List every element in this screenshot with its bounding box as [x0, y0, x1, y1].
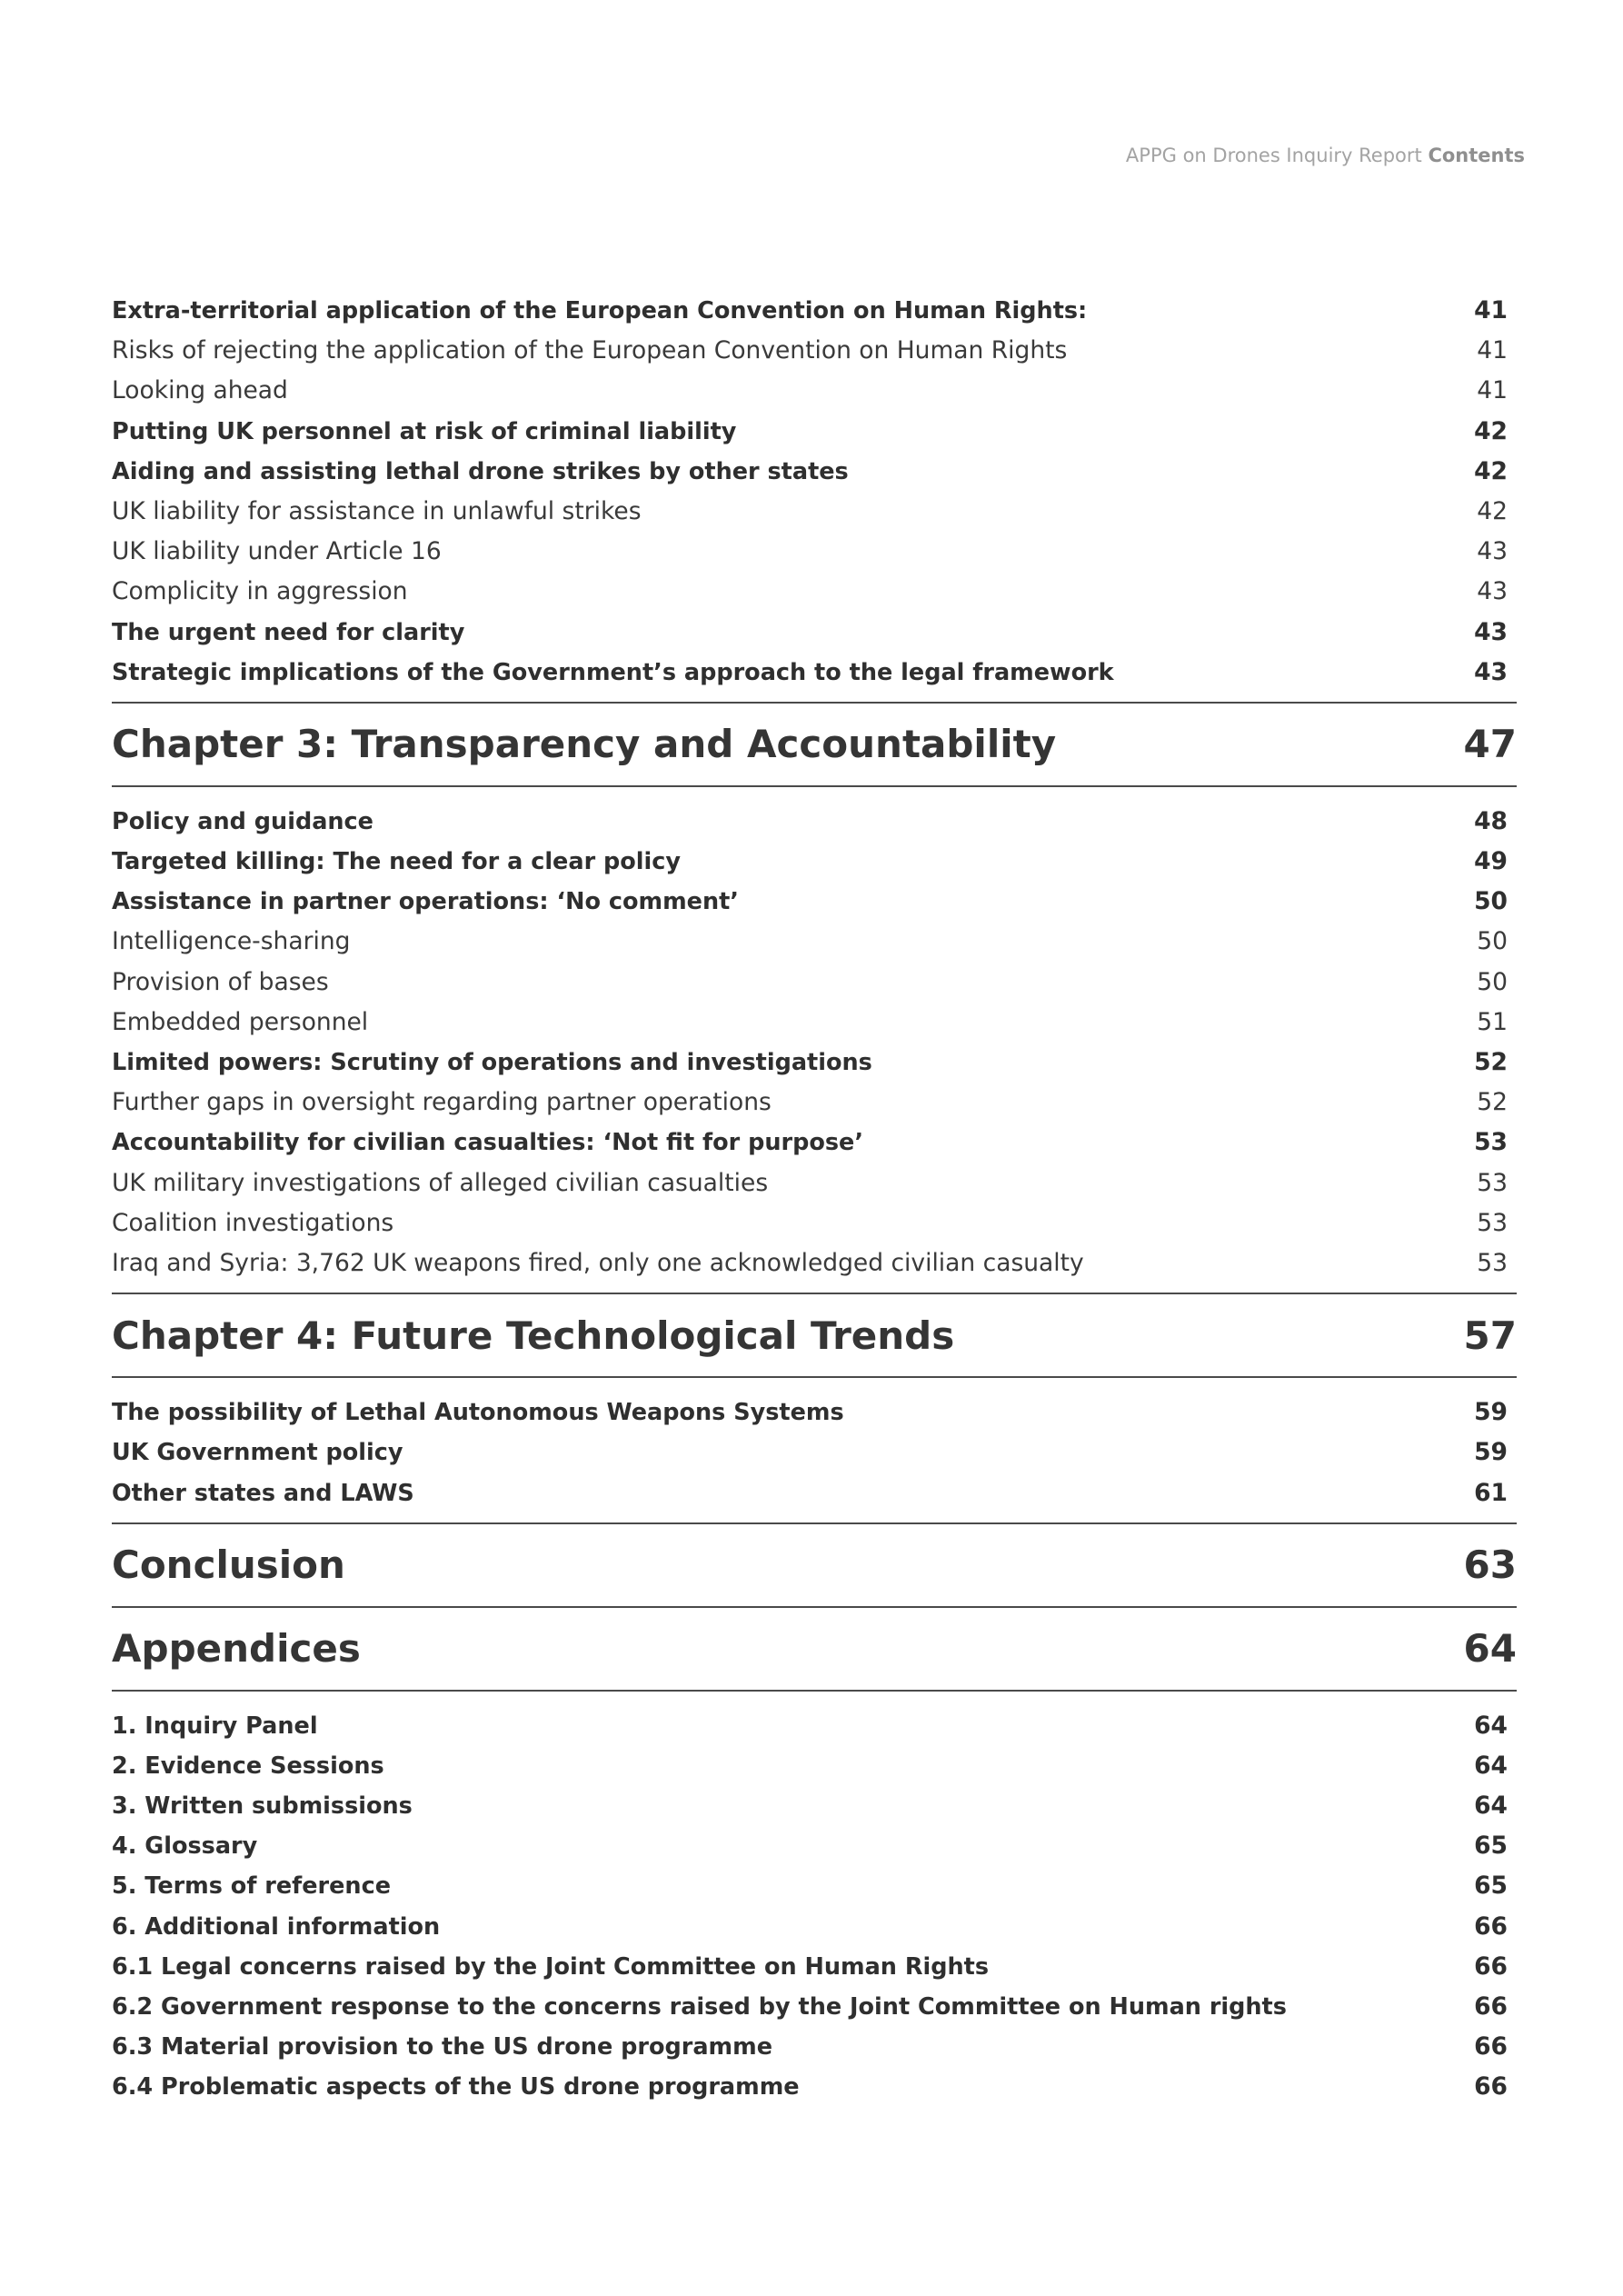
toc-entry-page: 52 — [1474, 1048, 1508, 1076]
toc-entry-title: UK military investigations of alleged civilian casualties — [112, 1168, 769, 1197]
toc-entry-page: 64 — [1474, 1751, 1508, 1780]
toc-chapter-3[interactable] — [112, 702, 1517, 787]
toc-entry-title: 2. Evidence Sessions — [112, 1752, 384, 1780]
toc-entry[interactable] — [112, 842, 1517, 882]
toc-entry-title: Strategic implications of the Government’s approach to the legal framework — [112, 658, 1114, 686]
chapter-title: Chapter 3: Transparency and Accountability — [112, 722, 1057, 767]
toc-entry[interactable] — [112, 882, 1517, 922]
toc-entry-title: Aiding and assisting lethal drone strikes by other states — [112, 457, 849, 485]
table-of-contents — [112, 291, 1517, 2108]
toc-entry-page: 43 — [1474, 657, 1508, 686]
toc-entry[interactable] — [112, 802, 1517, 842]
toc-entry-title: Targeted killing: The need for a clear policy — [112, 848, 682, 876]
toc-entry-page: 65 — [1474, 1832, 1508, 1861]
toc-entry-page: 59 — [1474, 1438, 1508, 1467]
toc-entry-title: Limited powers: Scrutiny of operations and investigations — [112, 1049, 872, 1076]
toc-entry[interactable] — [112, 2027, 1517, 2067]
toc-entry-page: 66 — [1474, 2032, 1508, 2061]
toc-entry-title: 5. Terms of reference — [112, 1872, 391, 1901]
toc-entry-title: Policy and guidance — [112, 807, 373, 835]
toc-entry-title: 4. Glossary — [112, 1832, 258, 1861]
toc-block-appendices — [112, 1706, 1517, 2108]
toc-entry-page: 53 — [1477, 1248, 1508, 1277]
toc-entry[interactable] — [112, 1433, 1517, 1472]
toc-entry-page: 43 — [1477, 577, 1508, 606]
toc-entry-title: 3. Written submissions — [112, 1792, 413, 1821]
toc-entry-page: 42 — [1474, 416, 1508, 445]
toc-entry[interactable] — [112, 1393, 1517, 1433]
toc-entry[interactable] — [112, 572, 1517, 612]
toc-entry[interactable] — [112, 1083, 1517, 1123]
toc-entry-page: 43 — [1477, 537, 1508, 566]
toc-entry[interactable] — [112, 1866, 1517, 1906]
chapter-page: 57 — [1463, 1313, 1517, 1358]
toc-entry-title: Intelligence-sharing — [112, 927, 351, 956]
toc-block-chapter-4 — [112, 1393, 1517, 1513]
toc-entry-title: 6. Additional information — [112, 1912, 441, 1941]
toc-entry[interactable] — [112, 1123, 1517, 1163]
toc-entry-title: Extra-territorial application of the European Convention on Human Rights: — [112, 297, 1088, 324]
toc-entry-page: 59 — [1474, 1398, 1508, 1427]
toc-entry-title: 6.1 Legal concerns raised by the Joint Committee on Human Rights — [112, 1952, 989, 1981]
toc-appendices[interactable] — [112, 1608, 1517, 1692]
toc-block-chapter-2-continued — [112, 291, 1517, 693]
toc-entry-page: 41 — [1477, 336, 1508, 365]
toc-entry-page: 66 — [1474, 1992, 1508, 2021]
toc-entry[interactable] — [112, 2067, 1517, 2107]
toc-entry[interactable] — [112, 1003, 1517, 1043]
toc-entry-page: 66 — [1474, 2072, 1508, 2101]
toc-entry-page: 64 — [1474, 1792, 1508, 1821]
chapter-title: Appendices — [112, 1626, 361, 1672]
toc-entry-title: The possibility of Lethal Autonomous Weapons Systems — [112, 1399, 844, 1427]
toc-entry[interactable] — [112, 452, 1517, 492]
toc-entry-title: Accountability for civilian casualties: ‘Not fit for purpose’ — [112, 1129, 864, 1157]
toc-entry-page: 53 — [1474, 1128, 1508, 1157]
toc-entry-page: 41 — [1477, 376, 1508, 405]
toc-chapter-4[interactable] — [112, 1293, 1517, 1378]
toc-entry-page: 48 — [1474, 806, 1508, 835]
toc-entry-title: The urgent need for clarity — [112, 618, 465, 646]
chapter-page: 47 — [1463, 722, 1517, 767]
toc-entry[interactable] — [112, 1746, 1517, 1786]
toc-entry[interactable] — [112, 613, 1517, 653]
toc-entry-title: UK Government policy — [112, 1439, 403, 1467]
toc-entry-title: Assistance in partner operations: ‘No comment’ — [112, 888, 739, 916]
toc-entry[interactable] — [112, 1706, 1517, 1746]
toc-entry[interactable] — [112, 331, 1517, 371]
toc-entry[interactable] — [112, 1163, 1517, 1203]
toc-entry-page: 42 — [1477, 496, 1508, 525]
toc-entry-page: 43 — [1474, 617, 1508, 646]
toc-entry-title: 6.4 Problematic aspects of the US drone programme — [112, 2073, 800, 2101]
toc-entry-page: 42 — [1474, 456, 1508, 485]
running-header — [1126, 145, 1525, 166]
toc-entry-title: 6.3 Material provision to the US drone programme — [112, 2033, 772, 2061]
toc-entry-page: 61 — [1474, 1478, 1508, 1507]
header-prefix: APPG on Drones Inquiry Report — [1125, 145, 1429, 166]
toc-block-chapter-3 — [112, 802, 1517, 1283]
toc-entry[interactable] — [112, 1043, 1517, 1083]
toc-entry-page: 50 — [1474, 887, 1508, 916]
toc-entry[interactable] — [112, 1826, 1517, 1866]
toc-entry-page: 52 — [1477, 1088, 1508, 1117]
toc-entry-title: Coalition investigations — [112, 1208, 394, 1237]
chapter-page: 63 — [1463, 1542, 1517, 1588]
toc-entry-title: Embedded personnel — [112, 1007, 369, 1036]
toc-entry[interactable] — [112, 1907, 1517, 1947]
toc-entry[interactable] — [112, 1473, 1517, 1513]
toc-entry-page: 65 — [1474, 1872, 1508, 1901]
toc-entry-title: 1. Inquiry Panel — [112, 1712, 318, 1740]
chapter-title: Conclusion — [112, 1542, 345, 1588]
toc-entry-title: Further gaps in oversight regarding partner operations — [112, 1088, 772, 1117]
toc-entry-page: 50 — [1477, 927, 1508, 956]
toc-entry[interactable] — [112, 1947, 1517, 1987]
chapter-page: 64 — [1463, 1626, 1517, 1672]
toc-entry-title: Risks of rejecting the application of the European Convention on Human Rights — [112, 336, 1068, 365]
toc-entry-page: 66 — [1474, 1912, 1508, 1941]
toc-entry-page: 50 — [1477, 967, 1508, 996]
toc-entry-title: UK liability under Article 16 — [112, 537, 442, 566]
toc-entry[interactable] — [112, 922, 1517, 962]
chapter-title: Chapter 4: Future Technological Trends — [112, 1313, 955, 1358]
toc-entry-title: 6.2 Government response to the concerns raised by the Joint Committee on Human rights — [112, 1993, 1287, 2021]
toc-entry-title: Iraq and Syria: 3,762 UK weapons fired, only one acknowledged civilian casualty — [112, 1248, 1084, 1277]
toc-entry[interactable] — [112, 1786, 1517, 1826]
toc-entry-page: 53 — [1477, 1168, 1508, 1197]
toc-entry-page: 66 — [1474, 1952, 1508, 1981]
toc-entry-title: UK liability for assistance in unlawful strikes — [112, 496, 642, 525]
toc-entry[interactable] — [112, 1203, 1517, 1243]
toc-entry[interactable] — [112, 371, 1517, 411]
toc-entry-page: 51 — [1477, 1007, 1508, 1036]
toc-entry-page: 41 — [1474, 296, 1508, 324]
toc-entry-page: 53 — [1477, 1208, 1508, 1237]
toc-entry[interactable] — [112, 492, 1517, 532]
toc-entry[interactable] — [112, 653, 1517, 693]
toc-entry[interactable] — [112, 412, 1517, 452]
toc-entry[interactable] — [112, 1987, 1517, 2027]
toc-entry[interactable] — [112, 291, 1517, 331]
toc-entry[interactable] — [112, 963, 1517, 1003]
toc-entry-page: 49 — [1474, 847, 1508, 876]
header-section: Contents — [1428, 145, 1525, 166]
toc-entry-title: Putting UK personnel at risk of criminal liability — [112, 417, 737, 445]
toc-entry-title: Looking ahead — [112, 376, 288, 405]
toc-entry-title: Provision of bases — [112, 967, 329, 996]
toc-entry[interactable] — [112, 1243, 1517, 1283]
toc-entry[interactable] — [112, 532, 1517, 572]
toc-conclusion[interactable] — [112, 1522, 1517, 1608]
toc-entry-title: Complicity in aggression — [112, 577, 408, 606]
toc-entry-title: Other states and LAWS — [112, 1479, 414, 1507]
toc-entry-page: 64 — [1474, 1711, 1508, 1740]
